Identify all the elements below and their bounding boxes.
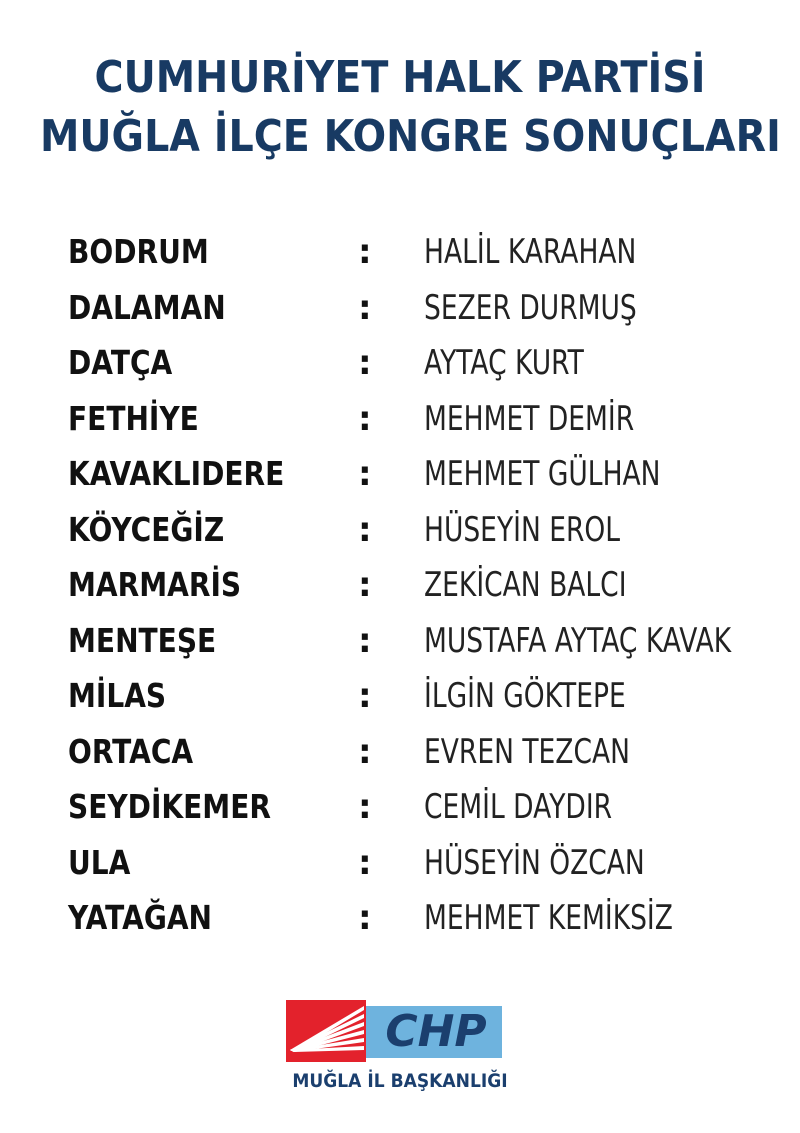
result-row: [68, 728, 768, 784]
separator-colon: :: [358, 787, 372, 827]
separator-colon: :: [358, 898, 372, 938]
separator-colon: :: [358, 232, 372, 272]
six-arrows-icon: [286, 1000, 366, 1062]
title-line-2: MUĞLA İLÇE KONGRE SONUÇLARI: [40, 111, 781, 162]
chair-name: MEHMET DEMİR: [424, 398, 635, 439]
separator-colon: :: [358, 842, 372, 883]
chair-name: HALİL KARAHAN: [424, 232, 637, 272]
result-row: [68, 672, 768, 728]
district-name: SEYDİKEMER: [68, 787, 271, 826]
district-name: MARMARİS: [68, 565, 242, 604]
separator-colon: :: [358, 731, 372, 772]
district-name: DALAMAN: [68, 287, 226, 327]
district-name: ORTACA: [68, 731, 194, 771]
chp-logo-red-panel: [286, 1000, 366, 1062]
result-row: [68, 339, 768, 395]
district-name: KÖYCEĞİZ: [68, 509, 225, 549]
district-name: BODRUM: [68, 232, 209, 271]
district-name: MİLAS: [68, 676, 167, 715]
chair-name: EVREN TEZCAN: [424, 731, 630, 772]
district-name: KAVAKLIDERE: [68, 454, 285, 493]
district-name: ULA: [68, 842, 131, 882]
chair-name: MUSTAFA AYTAÇ KAVAK: [424, 620, 732, 661]
result-row: [68, 783, 768, 839]
result-row: [68, 228, 768, 284]
district-name: YATAĞAN: [68, 898, 213, 937]
separator-colon: :: [358, 398, 372, 439]
result-row: [68, 395, 768, 451]
title-line-1: CUMHURİYET HALK PARTİSİ: [94, 52, 706, 103]
separator-colon: :: [358, 565, 372, 605]
chair-name: SEZER DURMUŞ: [424, 287, 637, 328]
results-list: [68, 228, 768, 950]
chp-logo-text: CHP: [385, 1006, 487, 1057]
result-row: [68, 894, 768, 950]
chp-logo: [286, 1000, 502, 1062]
separator-colon: :: [358, 620, 372, 661]
chair-name: CEMİL DAYDIR: [424, 787, 613, 827]
result-row: [68, 284, 768, 340]
logo-subtitle: MUĞLA İL BAŞKANLIĞI: [292, 1070, 508, 1092]
chair-name: HÜSEYİN ÖZCAN: [424, 842, 645, 883]
chair-name: MEHMET KEMİKSİZ: [424, 898, 673, 938]
chair-name: MEHMET GÜLHAN: [424, 454, 661, 494]
separator-colon: :: [358, 509, 372, 550]
chair-name: İLGİN GÖKTEPE: [424, 676, 626, 716]
separator-colon: :: [358, 343, 372, 383]
result-row: [68, 450, 768, 506]
district-name: FETHİYE: [68, 398, 199, 438]
result-row: [68, 839, 768, 895]
result-row: [68, 506, 768, 562]
separator-colon: :: [358, 287, 372, 328]
district-name: DATÇA: [68, 343, 173, 382]
chair-name: ZEKİCAN BALCI: [424, 565, 627, 605]
district-name: MENTEŞE: [68, 620, 217, 660]
chair-name: HÜSEYİN EROL: [424, 509, 621, 550]
result-row: [68, 561, 768, 617]
separator-colon: :: [358, 454, 372, 494]
separator-colon: :: [358, 676, 372, 716]
chair-name: AYTAÇ KURT: [424, 343, 584, 383]
result-row: [68, 617, 768, 673]
